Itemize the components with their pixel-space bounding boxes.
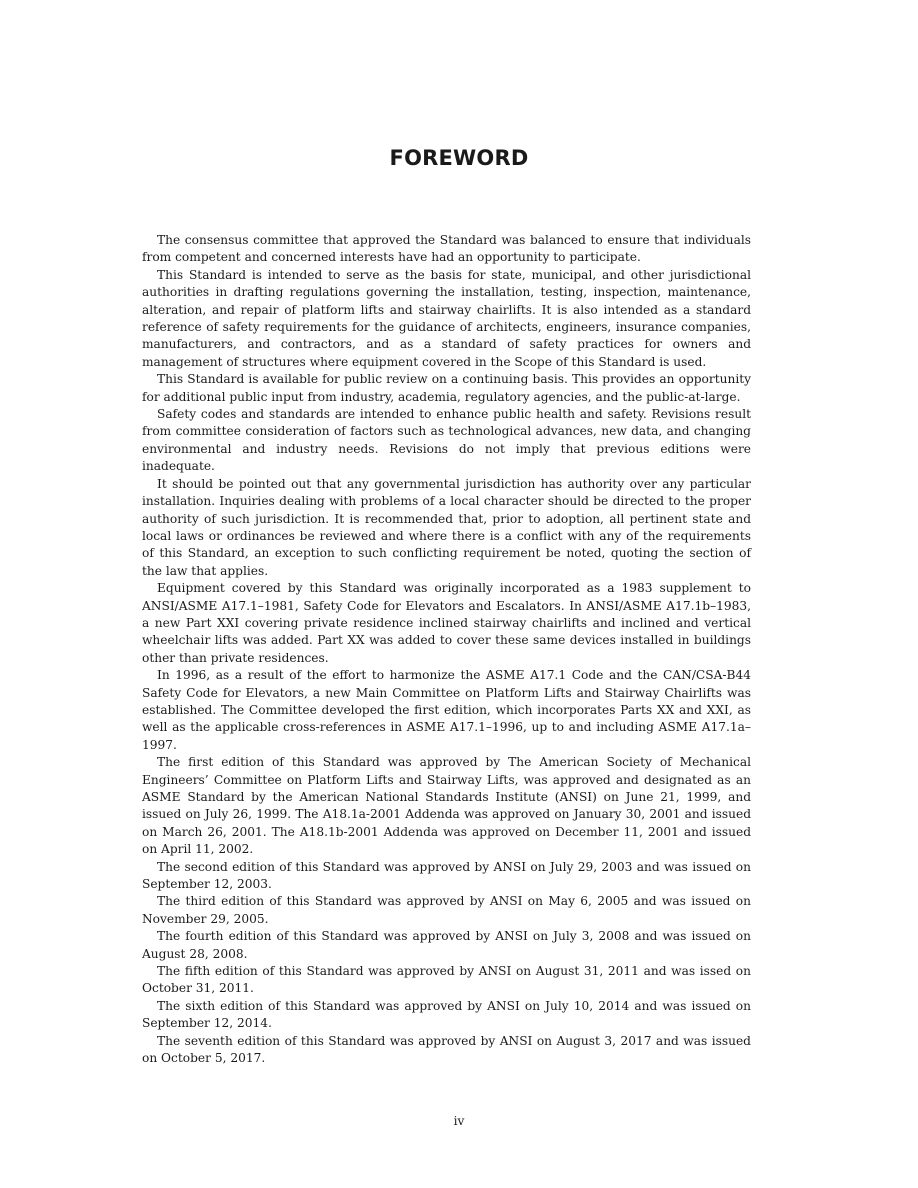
page-title: FOREWORD	[389, 146, 529, 170]
paragraph: The third edition of this Standard was approved by ANSI on May 6, 2005 and was issued on November 29, 2005.	[142, 894, 751, 926]
paragraph: It should be pointed out that any governmental jurisdiction has authority over any particular installation. Inquiries dealing with problems of a local character should be directed to the proper authority of such jurisdiction. It is recommended that, prior to adoption, all pertinent state and local laws or ordinances be reviewed and where there is a conflict with any of the requirements of this Standard, an exception to such conflicting requirement be noted, quoting the section of the law that applies.	[142, 476, 751, 578]
paragraph: Equipment covered by this Standard was originally incorporated as a 1983 supplement to ANSI/ASME A17.1–1981, Safety Code for Elevators and Escalators. In ANSI/ASME A17.1b–1983, a new Part XXI covering private residence inclined stairway chairlifts and inclined and vertical wheelchair lifts was added. Part XX was added to cover these same devices installed in buildings other than private residences.	[142, 581, 751, 665]
paragraph: In 1996, as a result of the effort to harmonize the ASME A17.1 Code and the CAN/CSA-B44 Safety Code for Elevators, a new Main Committee on Platform Lifts and Stairway Chairlifts was established. The Committee developed the first edition, which incorporates Parts XX and XXI, as well as the applicable cross-references in ASME A17.1–1996, up to and including ASME A17.1a–1997.	[142, 668, 751, 752]
page-number: iv	[453, 1114, 465, 1128]
paragraph: The second edition of this Standard was approved by ANSI on July 29, 2003 and was issued on September 12, 2003.	[142, 859, 751, 892]
paragraph: The consensus committee that approved the Standard was balanced to ensure that individuals from competent and concerned interests have had an opportunity to participate.	[142, 233, 751, 265]
paragraph: The fifth edition of this Standard was approved by ANSI on August 31, 2011 and was issed on October 31, 2011.	[142, 964, 751, 996]
paragraph: This Standard is available for public review on a continuing basis. This provides an opportunity for additional public input from industry, academia, regulatory agencies, and the public-at-large.	[142, 372, 751, 404]
paragraph: The sixth edition of this Standard was approved by ANSI on July 10, 2014 and was issued on September 12, 2014.	[142, 998, 751, 1031]
paragraph: Safety codes and standards are intended to enhance public health and safety. Revisions result from committee consideration of factors such as technological advances, new data, and changing environmental and industry needs. Revisions do not imply that previous editions were inadequate.	[142, 407, 751, 474]
paragraph: The first edition of this Standard was approved by The American Society of Mechanical Engineers’ Committee on Platform Lifts and Stairway Lifts, was approved and designated as an ASME Standard by the American National Standards Institute (ANSI) on June 21, 1999, and issued on July 26, 1999. The A18.1a-2001 Addenda was approved on January 30, 2001 and issued on March 26, 2001. The A18.1b-2001 Addenda was approved on December 11, 2001 and issued on April 11, 2002.	[142, 755, 751, 857]
paragraph: The seventh edition of this Standard was approved by ANSI on August 3, 2017 and was issued on October 5, 2017.	[142, 1033, 751, 1066]
paragraph: This Standard is intended to serve as the basis for state, municipal, and other jurisdictional authorities in drafting regulations governing the installation, testing, inspection, maintenance, alteration, and repair of platform lifts and stairway chairlifts. It is also intended as a standard reference of safety requirements for the guidance of architects, engineers, insurance companies, manufacturers, and contractors, and as a standard of safety practices for owners and management of structures where equipment covered in the Scope of this Standard is used.	[142, 267, 751, 369]
foreword-body	[142, 232, 751, 1068]
paragraph: The fourth edition of this Standard was approved by ANSI on July 3, 2008 and was issued on August 28, 2008.	[142, 929, 751, 961]
